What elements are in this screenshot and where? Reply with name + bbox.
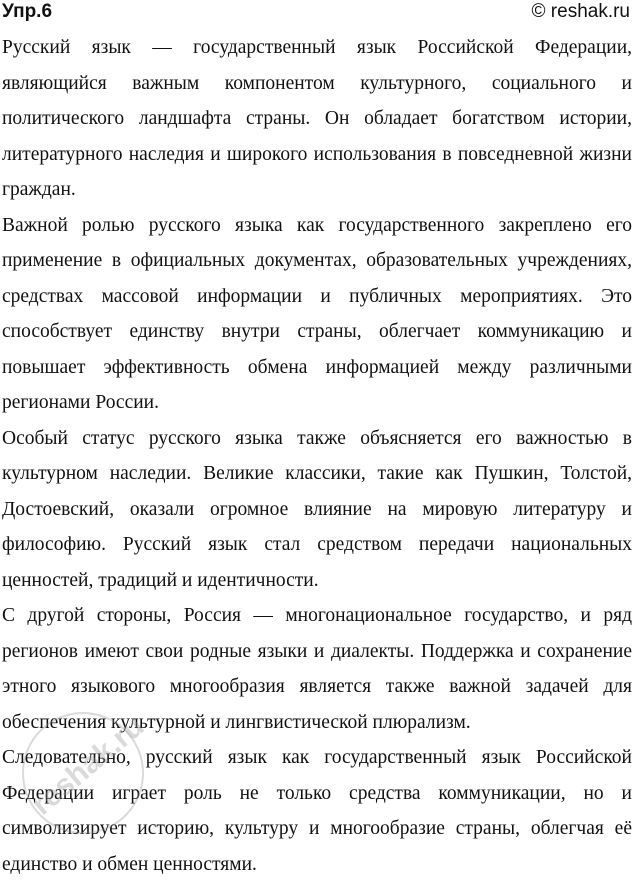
paragraph-4: С другой стороны, Россия — многонациональное государство, и ряд регионов имеют свои родные языки и диалекты. Поддержка и сохранение этного языкового многообразия является также важной задачей для обеспечения культурной и лингвистической плюрализм. [2,605,632,733]
document-body [2,30,632,882]
paragraph-1: Русский язык — государственный язык Российской Федерации, являющийся важным компонентом культурного, социального и политического ландшафта страны. Он обладает богатством истории, литературного наследия и широкого использования в повседневной жизни граждан. [2,37,632,200]
watermark-text: reshak.ru [25,709,151,822]
page-header [0,0,634,26]
paragraph-5: Следовательно, русский язык как государственный язык Российской Федерации играет роль не только средства коммуникации, но и символизирует историю, культуру и многообразие страны, облегчая её единство и обмен ценностями. [2,747,632,875]
exercise-title: Упр.6 [2,1,53,22]
copyright-label: © reshak.ru [531,1,630,22]
paragraph-2: Важной ролью русского языка как государственного закреплено его применение в официальных документах, образовательных учреждениях, средствах массовой информации и публичных мероприятиях. Это способствует единству внутри страны, облегчает коммуникацию и повышает эффективность обмена информацией между различными регионами России. [2,214,632,413]
paragraph-3: Особый статус русского языка также объясняется его важностью в культурном наследии. Великие классики, такие как Пушкин, Толстой, Достоевский, оказали огромное влияние на мировую литературу и философию. Русский язык стал средством передачи национальных ценностей, традиций и идентичности. [2,427,632,591]
